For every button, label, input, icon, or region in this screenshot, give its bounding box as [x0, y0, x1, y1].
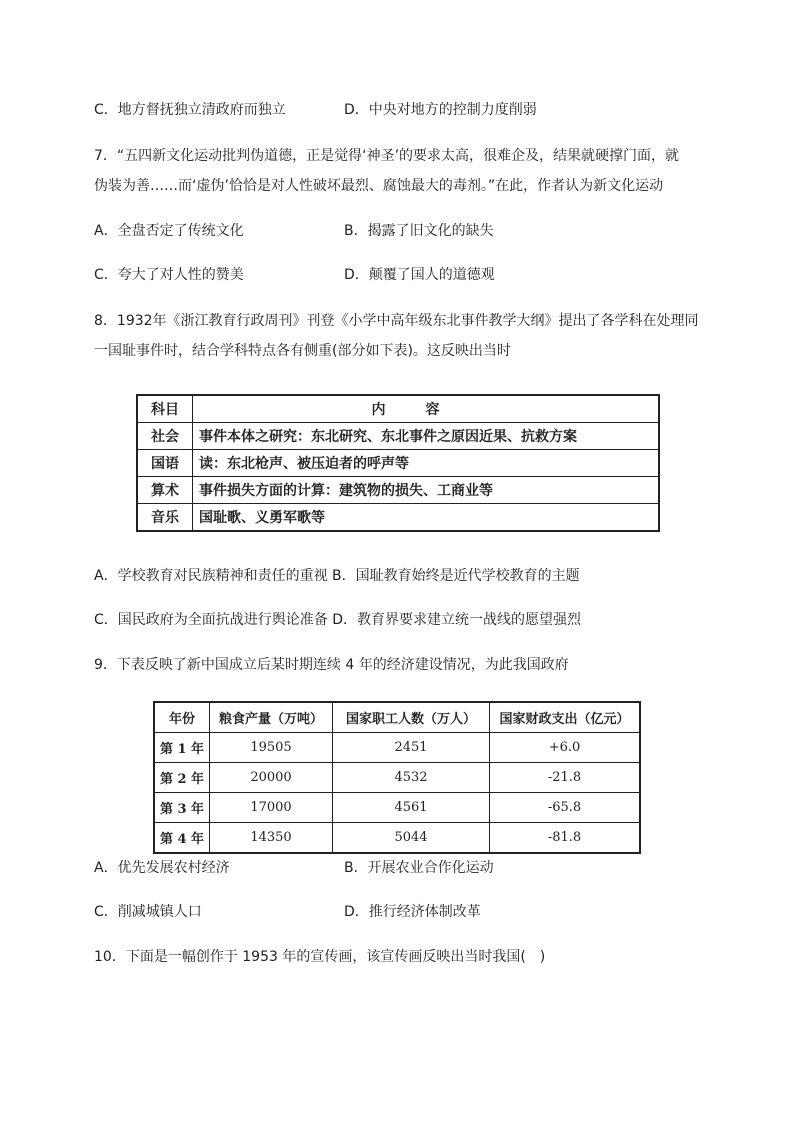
- q9-option-a: A．优先发展农村经济: [94, 860, 230, 876]
- expenditure-cell: +6.0: [490, 733, 641, 763]
- content-cell: 国耻歌、义勇军歌等: [193, 504, 660, 532]
- grain-cell: 19505: [210, 733, 333, 763]
- q7-option-c: C．夸大了对人性的赞美: [94, 267, 244, 283]
- header-cell-workers: 国家职工人数（万人）: [333, 702, 490, 733]
- subject-cell: 社会: [137, 423, 193, 450]
- table-row: [137, 423, 659, 450]
- grain-cell: 14350: [210, 823, 333, 854]
- header-cell-content: 内容: [193, 395, 660, 423]
- header-cell-subject: 科目: [137, 395, 193, 423]
- q9-option-c: C．削减城镇人口: [94, 904, 202, 920]
- q6-option-d: D．中央对地方的控制力度削弱: [344, 102, 537, 118]
- table-header-row: [137, 395, 659, 423]
- q8-stem-line1: 8．1932年《浙江教育行政周刊》刊登《小学中高年级东北事件教学大纲》提出了各学科在处理同: [94, 313, 699, 329]
- q9-stem-line1: 9．下表反映了新中国成立后某时期连续 4 年的经济建设情况，为此我国政府: [94, 657, 569, 673]
- table-row: [137, 504, 659, 532]
- q9-option-d: D．推行经济体制改革: [344, 904, 481, 920]
- workers-cell: 4561: [333, 793, 490, 823]
- q8-stem-line2: 一国耻事件时，结合学科特点各有侧重(部分如下表)。这反映出当时: [94, 343, 511, 359]
- q7-option-a: A．全盘否定了传统文化: [94, 223, 244, 239]
- table-header-row: [154, 702, 640, 733]
- grain-cell: 17000: [210, 793, 333, 823]
- expenditure-cell: -81.8: [490, 823, 641, 854]
- header-cell-grain: 粮食产量（万吨）: [210, 702, 333, 733]
- q7-option-d: D．颠覆了国人的道德观: [344, 267, 495, 283]
- workers-cell: 4532: [333, 763, 490, 793]
- header-cell-expenditure: 国家财政支出（亿元）: [490, 702, 641, 733]
- content-cell: 事件本体之研究：东北研究、东北事件之原因近果、抗救方案: [193, 423, 660, 450]
- q8-options-ab: A．学校教育对民族精神和责任的重视 B．国耻教育始终是近代学校教育的主题: [94, 568, 580, 584]
- q7-stem-line1: 7．“五四新文化运动批判伪道德，正是觉得‘神圣’的要求太高，很难企及，结果就硬撑门面，就: [94, 148, 680, 164]
- workers-cell: 2451: [333, 733, 490, 763]
- header-cell-year: 年份: [154, 702, 210, 733]
- content-cell: 读：东北枪声、被压迫者的呼声等: [193, 450, 660, 477]
- year-cell: 第 3 年: [154, 793, 210, 823]
- q9-option-b: B．开展农业合作化运动: [344, 860, 494, 876]
- subject-cell: 国语: [137, 450, 193, 477]
- q6-option-c: C．地方督抚独立清政府而独立: [94, 102, 286, 118]
- workers-cell: 5044: [333, 823, 490, 854]
- table-row: [154, 793, 640, 823]
- q7-stem-line2: 伪装为善……而‘虚伪’恰恰是对人性破坏最烈、腐蚀最大的毒剂。”在此，作者认为新文化运动: [94, 178, 664, 194]
- year-cell: 第 4 年: [154, 823, 210, 854]
- table-row: [154, 733, 640, 763]
- q7-option-b: B．揭露了旧文化的缺失: [344, 223, 494, 239]
- grain-cell: 20000: [210, 763, 333, 793]
- expenditure-cell: -65.8: [490, 793, 641, 823]
- expenditure-cell: -21.8: [490, 763, 641, 793]
- table-row: [154, 763, 640, 793]
- subject-cell: 音乐: [137, 504, 193, 532]
- table-row: [154, 823, 640, 854]
- q10-stem-line1: 10．下面是一幅创作于 1953 年的宣传画，该宣传画反映出当时我国( ): [94, 949, 546, 965]
- year-cell: 第 1 年: [154, 733, 210, 763]
- subject-cell: 算术: [137, 477, 193, 504]
- content-cell: 事件损失方面的计算：建筑物的损失、工商业等: [193, 477, 660, 504]
- q9-economic-table: [153, 701, 641, 854]
- table-row: [137, 450, 659, 477]
- table-row: [137, 477, 659, 504]
- year-cell: 第 2 年: [154, 763, 210, 793]
- q8-subject-table: [136, 394, 660, 532]
- q8-options-cd: C．国民政府为全面抗战进行舆论准备 D．教育界要求建立统一战线的愿望强烈: [94, 612, 582, 628]
